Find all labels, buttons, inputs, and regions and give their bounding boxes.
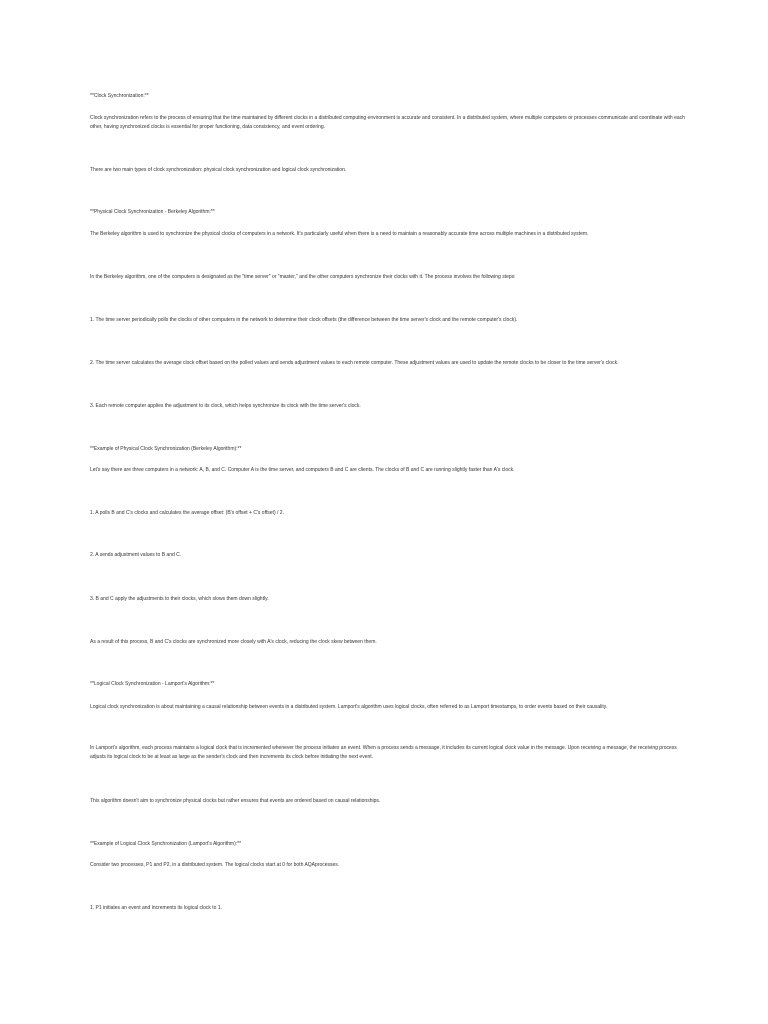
list-item-berkeley-example-2: 2. A sends adjustment values to B and C. xyxy=(90,552,182,558)
heading-lamport-example: **Example of Logical Clock Synchronization (Lamport's Algorithm):** xyxy=(90,841,242,847)
heading-lamport-algorithm: **Logical Clock Synchronization - Lamport's Algorithm:** xyxy=(90,681,215,687)
paragraph-berkeley-example-setup: Let's say there are three computers in a network: A, B, and C. Computer A is the time server, and computers B and C are clients. The clocks of B and C are running slightly faster than A's clock. xyxy=(90,467,515,473)
list-item-berkeley-step-1: 1. The time server periodically polls the clocks of other computers in the network to determine their clock offsets (the difference between the time server's clock and the remote computer's clock). xyxy=(90,317,518,323)
list-item-lamport-example-1: 1. P1 initiates an event and increments its logical clock to 1. xyxy=(90,905,223,911)
list-item-berkeley-example-3: 3. B and C apply the adjustments to their clocks, which slows them down slightly. xyxy=(90,596,269,602)
paragraph-clock-sync-definition: Clock synchronization refers to the process of ensuring that the time maintained by different clocks in a distributed computing environment is accurate and consistent. In a distributed system, where multiple computers or processes communicate and coordinate with each other, having synchronized clocks is essential for proper functioning, data consistency, and event ordering. xyxy=(90,115,685,130)
paragraph-lamport-intro: Logical clock synchronization is about maintaining a causal relationship between events in a distributed system. Lamport's algorithm uses logical clocks, often referred to as Lamport timestamps, to order events based on their causality. xyxy=(90,704,608,710)
list-item-berkeley-example-1: 1. A polls B and C's clocks and calculates the average offset: (B's offset + C's offset) / 2. xyxy=(90,510,284,516)
heading-berkeley-algorithm: **Physical Clock Synchronization - Berkeley Algorithm:** xyxy=(90,209,215,215)
paragraph-berkeley-intro: The Berkeley algorithm is used to synchronize the physical clocks of computers in a network. It's particularly useful when there is a need to maintain a reasonably accurate time across multiple machines in a distributed system. xyxy=(90,231,589,237)
list-item-berkeley-step-2: 2. The time server calculates the average clock offset based on the polled values and sends adjustment values to each remote computer. These adjustment values are used to update the remote clocks to be closer to the time server's clock. xyxy=(90,360,619,366)
heading-berkeley-example: **Example of Physical Clock Synchronization (Berkeley Algorithm):** xyxy=(90,446,242,452)
list-item-berkeley-step-3: 3. Each remote computer applies the adjustment to its clock, which helps synchronize its clock with the time server's clock. xyxy=(90,403,361,409)
paragraph-lamport-example-setup: Consider two processes, P1 and P2, in a distributed system. The logical clocks start at 0 for both AQAprocesses. xyxy=(90,862,340,868)
heading-clock-synchronization: **Clock Synchronization:** xyxy=(90,93,149,99)
paragraph-berkeley-result: As a result of this process, B and C's clocks are synchronized more closely with A's clock, reducing the clock skew between them. xyxy=(90,639,377,645)
paragraph-lamport-aim: This algorithm doesn't aim to synchronize physical clocks but rather ensures that events are ordered based on causal relationships. xyxy=(90,798,381,804)
paragraph-berkeley-steps-intro: In the Berkeley algorithm, one of the computers is designated as the "time server" or "master," and the other computers synchronize their clocks with it. The process involves the following steps: xyxy=(90,274,516,280)
paragraph-lamport-mechanism: In Lamport's algorithm, each process maintains a logical clock that is incremented whenever the process initiates an event. When a process sends a message, it includes its current logical clock value in the message. Upon receiving a message, the receiving process adjusts its logical clock to be at least as large as the sender's clock and then increments its clock before initiating the next event. xyxy=(90,745,677,760)
paragraph-two-types: There are two main types of clock synchronization: physical clock synchronization and logical clock synchronization. xyxy=(90,167,347,173)
